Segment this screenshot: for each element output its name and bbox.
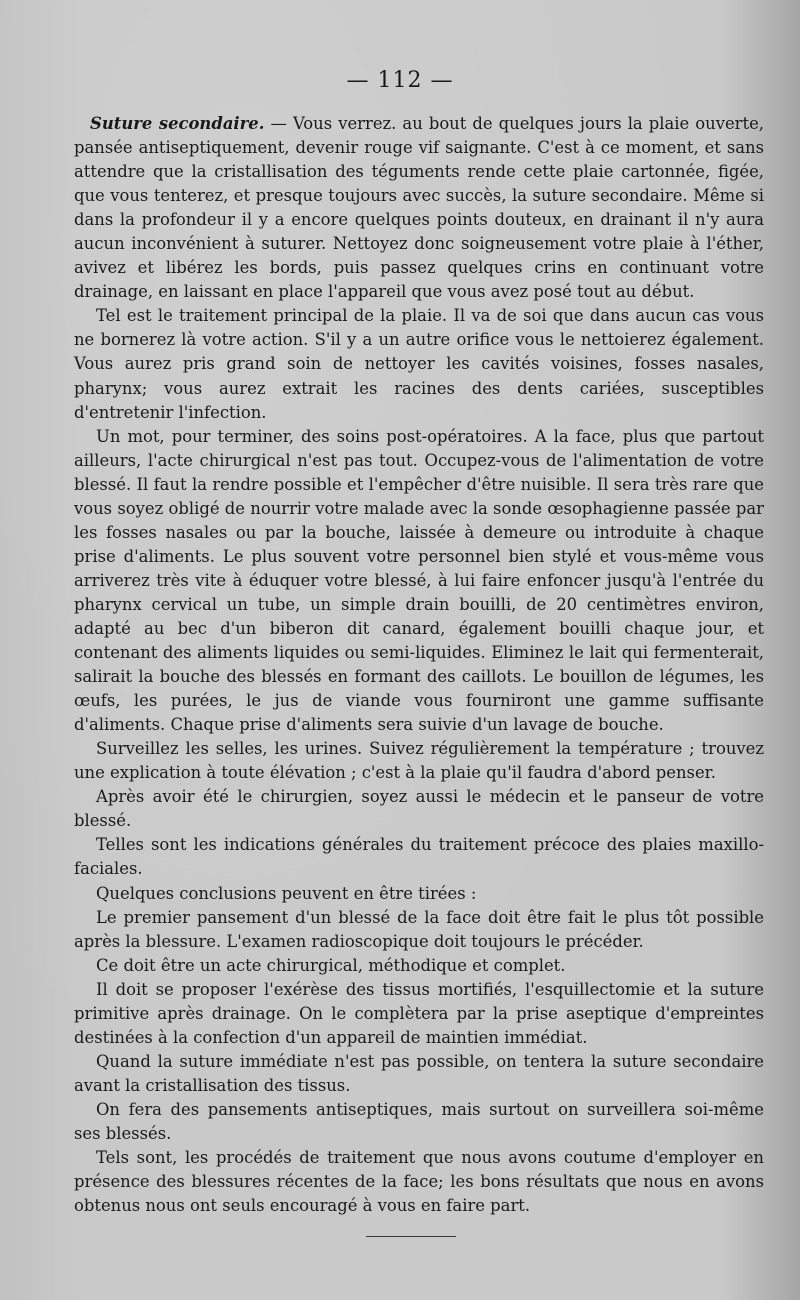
paragraph: Il doit se proposer l'exérèse des tissus mortifiés, l'esquillectomie et la suture primitive après drainage. On le complètera par la prise aseptique d'empreintes destinées à la confection d'un appareil de maintien immédiat. (74, 979, 764, 1047)
paragraph: Un mot, pour terminer, des soins post-opératoires. A la face, plus que partout ailleurs, l'acte chirurgical n'est pas tout. Occupez-vous de l'alimentation de votre blessé. Il faut la rendre possible et l'empêcher d'être nuisible. Il sera très rare que vous soyez obligé de nourrir votre malade avec la sonde œsophagienne passée par les fosses nasales ou par la bouche, laissée à demeure ou introduite à chaque prise d'aliments. Le plus souvent votre personnel bien stylé et vous-même vous arriverez très vite à éduquer votre blessé, à lui faire enfoncer jusqu'à l'entrée du pharynx cervical un tube, un simple drain bouilli, de 20 centimètres environ, adapté au bec d'un biberon dit canard, également bouilli chaque jour, et contenant des aliments liquides ou semi-liquides. Eliminez le lait qui fermenterait, salirait la bouche des blessés en formant des caillots. Le bouillon de légumes, les œufs, les purées, le jus de viande vous fourniront une gamme suffisante d'aliments. Chaque prise d'aliments sera suivie d'un lavage de bouche. (74, 426, 764, 735)
paragraph: Quelques conclusions peuvent en être tirées : (96, 883, 477, 903)
body-text (74, 112, 764, 1218)
paragraph: Tel est le traitement principal de la plaie. Il va de soi que dans aucun cas vous ne bornerez là votre action. S'il y a un autre orifice vous le nettoierez également. Vous aurez pris grand soin de nettoyer les cavités voisines, fosses nasales, pharynx; vous aurez extrait les racines des dents cariées, susceptibles d'entretenir l'infection. (74, 306, 764, 422)
end-rule (366, 1236, 456, 1237)
paragraph: Surveillez les selles, les urines. Suivez régulièrement la température ; trouvez une explication à toute élévation ; c'est à la plaie qu'il faudra d'abord penser. (74, 739, 764, 783)
paragraph: Quand la suture immédiate n'est pas possible, on tentera la suture secondaire avant la cristallisation des tissus. (74, 1051, 764, 1095)
paragraph: Après avoir été le chirurgien, soyez aussi le médecin et le panseur de votre blessé. (74, 787, 764, 831)
paragraph-text: — Vous verrez. au bout de quelques jours la plaie ouverte, pansée antiseptiquement, devenir rouge vif saignante. C'est à ce moment, et sans attendre que la cristallisation des téguments rende cette plaie cartonnée, figée, que vous tenterez, et presque toujours avec succès, la suture secondaire. Même si dans la profondeur il y a encore quelques points douteux, en drainant il n'y aura aucun inconvénient à suturer. Nettoyez donc soigneusement votre plaie à l'éther, avivez et libérez les bords, puis passez quelques crins en continuant votre drainage, en laissant en place l'appareil que vous avez posé tout au début. (74, 114, 764, 302)
paragraph: Telles sont les indications générales du traitement précoce des plaies maxillo-faciales. (74, 835, 764, 879)
paragraph: Tels sont, les procédés de traitement que nous avons coutume d'employer en présence des blessures récentes de la face; les bons résultats que nous en avons obtenus nous ont seuls encouragé à vous en faire part. (74, 1148, 764, 1216)
paragraph: On fera des pansements antiseptiques, mais surtout on surveillera soi-même ses blessés. (74, 1099, 764, 1143)
paragraph: Ce doit être un acte chirurgical, méthodique et complet. (96, 955, 566, 975)
paragraph: Le premier pansement d'un blessé de la face doit être fait le plus tôt possible après la blessure. L'examen radioscopique doit toujours le précéder. (74, 907, 764, 951)
paragraph (74, 112, 764, 304)
section-heading: Suture secondaire. (90, 114, 265, 133)
page-number: — 112 — (346, 68, 454, 93)
